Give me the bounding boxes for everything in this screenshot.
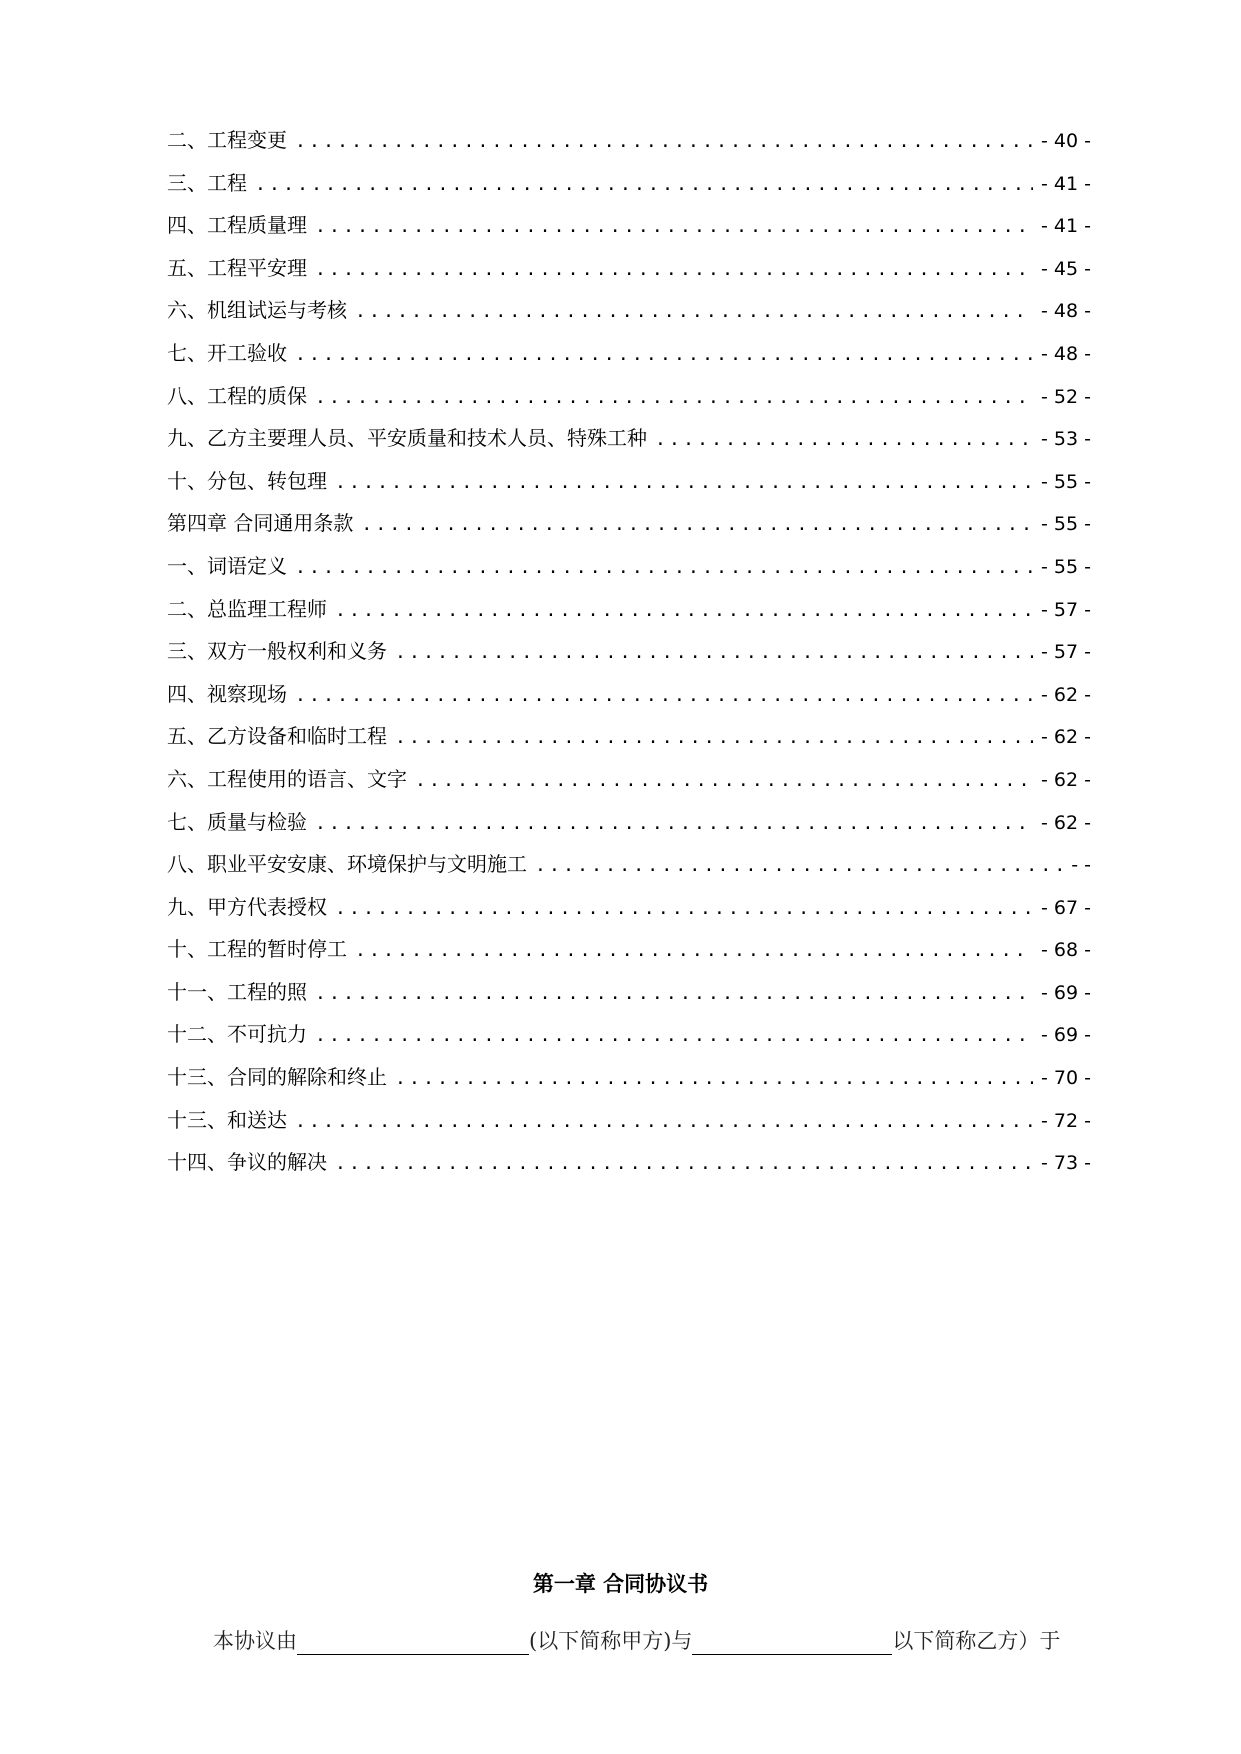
toc-entry-title: 二、总监理工程师 (167, 596, 327, 621)
toc-entry[interactable] (167, 332, 1091, 375)
toc-dot-leader (335, 1143, 1033, 1186)
toc-entry[interactable] (167, 204, 1091, 247)
toc-dot-leader (295, 1101, 1033, 1144)
toc-entry-title: 五、工程平安理 (167, 255, 307, 280)
toc-dot-leader (335, 462, 1033, 505)
toc-dot-leader (295, 547, 1033, 590)
toc-entry-page-number: - 57 - (1041, 641, 1091, 664)
toc-entry-title: 四、视察现场 (167, 681, 287, 706)
party-b-blank[interactable] (692, 1632, 892, 1655)
toc-entry-page-number: - 45 - (1041, 257, 1091, 280)
toc-entry-title: 十、分包、转包理 (167, 468, 327, 493)
table-of-contents (167, 119, 1091, 1184)
toc-dot-leader (355, 291, 1033, 334)
toc-entry[interactable] (167, 630, 1091, 673)
toc-dot-leader (295, 334, 1033, 377)
toc-dot-leader (355, 930, 1033, 973)
toc-entry-title: 四、工程质量理 (167, 213, 307, 238)
toc-entry[interactable] (167, 247, 1091, 290)
toc-entry-title: 五、乙方设备和临时工程 (167, 724, 387, 749)
toc-entry-title: 九、乙方主要理人员、平安质量和技术人员、特殊工种 (167, 426, 647, 451)
toc-entry-title: 第四章 合同通用条款 (167, 511, 354, 536)
agreement-text-part-3: 以下简称乙方）于 (892, 1629, 1061, 1653)
toc-entry-title: 三、工程 (167, 170, 247, 195)
toc-entry-title: 十四、争议的解决 (167, 1150, 327, 1175)
toc-entry-page-number: - 41 - (1041, 215, 1091, 238)
toc-entry-page-number: - 48 - (1041, 300, 1091, 323)
toc-entry-page-number: - 52 - (1041, 385, 1091, 408)
toc-entry[interactable] (167, 928, 1091, 971)
toc-entry-page-number: - 69 - (1041, 1024, 1091, 1047)
toc-entry-page-number: - 70 - (1041, 1067, 1091, 1090)
toc-entry-title: 三、双方一般权利和义务 (167, 639, 387, 664)
toc-entry-title: 八、工程的质保 (167, 383, 307, 408)
toc-dot-leader (655, 419, 1033, 462)
toc-entry[interactable] (167, 801, 1091, 844)
toc-entry[interactable] (167, 673, 1091, 716)
toc-entry[interactable] (167, 1141, 1091, 1184)
toc-entry-page-number: - 48 - (1041, 342, 1091, 365)
toc-entry-page-number: - 72 - (1041, 1109, 1091, 1132)
toc-entry-page-number: - 55 - (1041, 470, 1091, 493)
toc-entry-page-number: - 68 - (1041, 939, 1091, 962)
toc-entry[interactable] (167, 162, 1091, 205)
toc-entry-page-number: - 73 - (1041, 1152, 1091, 1175)
toc-dot-leader (395, 717, 1033, 760)
toc-dot-leader (255, 164, 1033, 207)
toc-entry-page-number: - - (1071, 854, 1091, 877)
toc-entry[interactable] (167, 502, 1091, 545)
toc-entry-title: 十三、合同的解除和终止 (167, 1065, 387, 1090)
toc-entry-title: 二、工程变更 (167, 128, 287, 152)
toc-entry-title: 九、甲方代表授权 (167, 894, 327, 919)
toc-entry-page-number: - 67 - (1041, 896, 1091, 919)
toc-entry[interactable] (167, 1099, 1091, 1142)
toc-dot-leader (315, 1015, 1033, 1058)
toc-dot-leader (295, 675, 1033, 718)
toc-dot-leader (315, 377, 1033, 420)
toc-entry-title: 十、工程的暂时停工 (167, 937, 347, 962)
toc-dot-leader (315, 249, 1033, 292)
party-a-blank[interactable] (297, 1632, 529, 1655)
toc-entry-title: 七、质量与检验 (167, 809, 307, 834)
toc-dot-leader (395, 1058, 1033, 1101)
toc-entry-page-number: - 62 - (1041, 811, 1091, 834)
toc-entry-page-number: - 57 - (1041, 598, 1091, 621)
toc-entry-page-number: - 55 - (1041, 513, 1091, 536)
toc-dot-leader (335, 888, 1033, 931)
toc-entry[interactable] (167, 715, 1091, 758)
toc-entry-page-number: - 41 - (1041, 172, 1091, 195)
toc-dot-leader (315, 206, 1033, 249)
toc-entry-page-number: - 62 - (1041, 768, 1091, 791)
toc-entry[interactable] (167, 886, 1091, 929)
toc-entry[interactable] (167, 588, 1091, 631)
toc-dot-leader (395, 632, 1033, 675)
toc-entry-title: 十三、和送达 (167, 1107, 287, 1132)
toc-entry[interactable] (167, 843, 1091, 886)
agreement-text-part-2: (以下简称甲方)与 (529, 1629, 693, 1653)
toc-entry[interactable] (167, 1056, 1091, 1099)
chapter-heading: 第一章 合同协议书 (532, 1572, 709, 1596)
toc-entry[interactable] (167, 460, 1091, 503)
toc-entry[interactable] (167, 417, 1091, 460)
toc-entry-page-number: - 55 - (1041, 555, 1091, 578)
toc-entry-title: 一、词语定义 (167, 553, 287, 578)
toc-entry-title: 六、工程使用的语言、文字 (167, 766, 407, 791)
toc-dot-leader (315, 803, 1033, 846)
toc-entry-title: 六、机组试运与考核 (167, 298, 347, 323)
toc-entry-title: 八、职业平安安康、环境保护与文明施工 (167, 852, 527, 877)
toc-entry-page-number: - 53 - (1041, 428, 1091, 451)
toc-dot-leader (315, 973, 1033, 1016)
agreement-text-part-1: 本协议由 (213, 1629, 297, 1653)
toc-entry[interactable] (167, 1013, 1091, 1056)
toc-entry[interactable] (167, 971, 1091, 1014)
toc-entry-title: 十二、不可抗力 (167, 1022, 307, 1047)
toc-entry[interactable] (167, 758, 1091, 801)
toc-entry-page-number: - 40 - (1041, 130, 1091, 152)
toc-dot-leader (295, 121, 1033, 164)
toc-dot-leader (535, 845, 1063, 888)
toc-entry[interactable] (167, 545, 1091, 588)
toc-entry-page-number: - 62 - (1041, 726, 1091, 749)
agreement-opening-line (213, 1625, 1093, 1655)
toc-entry-page-number: - 69 - (1041, 981, 1091, 1004)
toc-entry-page-number: - 62 - (1041, 683, 1091, 706)
toc-entry[interactable] (167, 375, 1091, 418)
toc-entry-title: 十一、工程的照 (167, 979, 307, 1004)
toc-entry-title: 七、开工验收 (167, 340, 287, 365)
toc-dot-leader (415, 760, 1033, 803)
toc-dot-leader (361, 504, 1033, 547)
toc-entry[interactable] (167, 289, 1091, 332)
toc-entry[interactable] (167, 119, 1091, 162)
toc-dot-leader (335, 590, 1033, 633)
